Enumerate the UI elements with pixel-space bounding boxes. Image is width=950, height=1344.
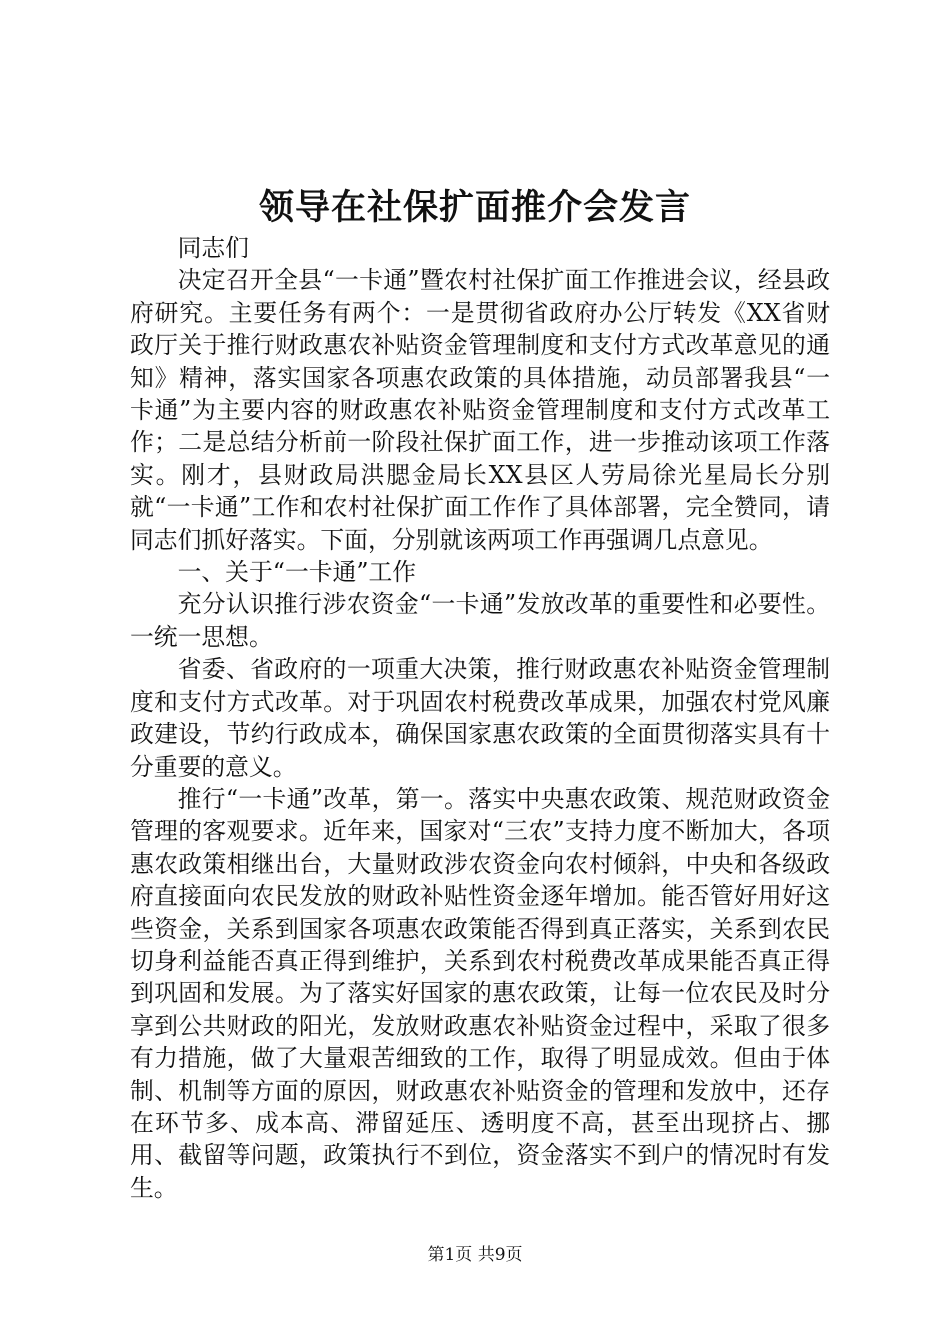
paragraph-first-point: 推行“一卡通”改革，第一。落实中央惠农政策、规范财政资金管理的客观要求。近年来，国家对“三农”支持力度不断加大，各项惠农政策相继出台，大量财政涉农资金向农村倾斜，中央和各级政府直接面向农民发放的财政补贴性资金逐年增加。能否管好用好这些资金，关系到国家各项惠农政策能否得到真正落实，关系到农民切身利益能否真正得到维护，关系到农村税费改革成果能否真正得到巩固和发展。为了落实好国家的惠农政策，让每一位农民及时分享到公共财政的阳光，发放财政惠农补贴资金过程中，采取了很多有力措施，做了大量艰苦细致的工作，取得了明显成效。但由于体制、机制等方面的原因，财政惠农补贴资金的管理和发放中，还存在环节多、成本高、滞留延压、透明度不高，甚至出现挤占、挪用、截留等问题，政策执行不到位，资金落实不到户的情况时有发生。	[130, 784, 830, 1202]
document-body	[130, 232, 830, 1204]
paragraph-awareness: 充分认识推行涉农资金“一卡通”发放改革的重要性和必要性。一统一思想。	[130, 590, 830, 651]
paragraph-decision: 省委、省政府的一项重大决策，推行财政惠农补贴资金管理制度和支付方式改革。对于巩固农村税费改革成果，加强农村党风廉政建设，节约行政成本，确保国家惠农政策的全面贯彻落实具有十分重要的意义。	[130, 655, 830, 781]
section-heading-one-card: 一、关于“一卡通”工作	[177, 558, 417, 587]
paragraph-intro: 决定召开全县“一卡通”暨农村社保扩面工作推进会议，经县政府研究。主要任务有两个：一是贯彻省政府办公厅转发《XX省财政厅关于推行财政惠农补贴资金管理制度和支付方式改革意见的通知》精神，落实国家各项惠农政策的具体措施，动员部署我县“一卡通”为主要内容的财政惠农补贴资金管理制度和支付方式改革工作；二是总结分析前一阶段社保扩面工作，进一步推动该项工作落实。刚才，县财政局洪腮金局长XX县区人劳局徐光星局长分别就“一卡通”工作和农村社保扩面工作作了具体部署，完全赞同，请同志们抓好落实。下面，分别就该两项工作再强调几点意见。	[130, 266, 830, 554]
document-title: 领导在社保扩面推介会发言	[258, 187, 691, 228]
page-footer: 第1页 共9页	[427, 1245, 523, 1265]
paragraph-salutation: 同志们	[177, 234, 249, 262]
